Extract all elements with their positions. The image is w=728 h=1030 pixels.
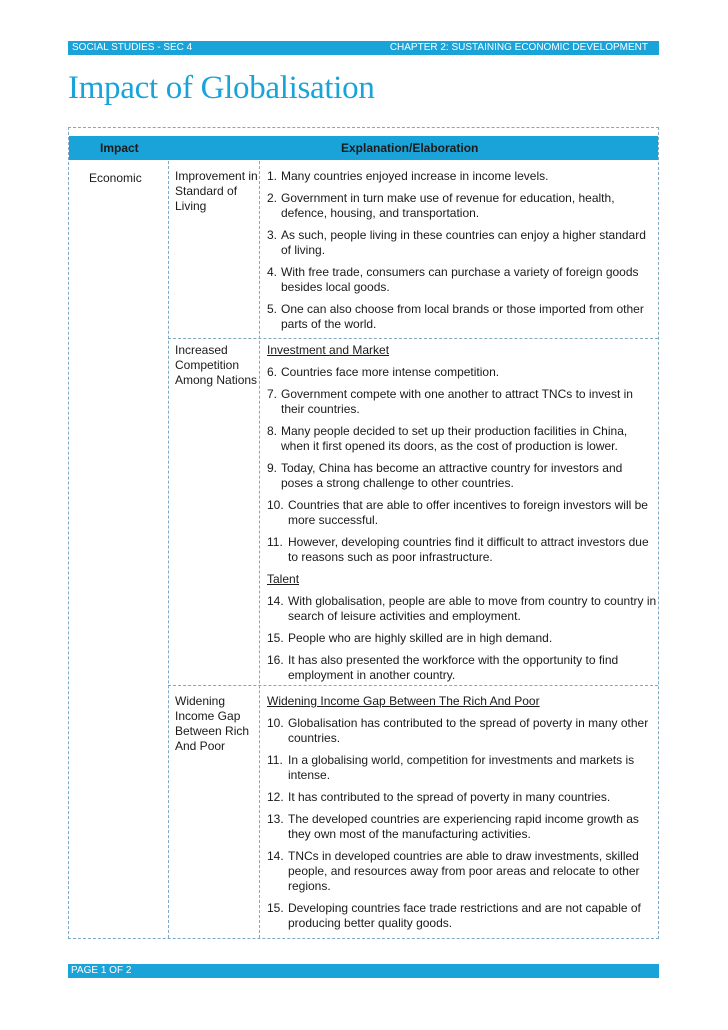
subcategory-widening-income-gap: Widening Income Gap Between Rich And Poor bbox=[175, 694, 250, 753]
column-header-impact: Impact bbox=[100, 141, 139, 155]
subject-label: SOCIAL STUDIES - SEC 4 bbox=[72, 42, 193, 53]
section-standard-of-living bbox=[267, 169, 657, 339]
header-bar bbox=[68, 41, 659, 55]
list-item: 15. People who are highly skilled are in high demand. bbox=[267, 631, 553, 645]
section-widening-income-gap bbox=[267, 694, 657, 938]
chapter-label: CHAPTER 2: SUSTAINING ECONOMIC DEVELOPMENT bbox=[389, 42, 648, 53]
column-divider bbox=[168, 161, 169, 938]
section-heading: Widening Income Gap Between The Rich And Poor bbox=[267, 694, 540, 708]
column-header-explanation: Explanation/Elaboration bbox=[341, 141, 479, 155]
column-divider bbox=[259, 161, 260, 938]
list-item: 10. Countries that are able to offer incentives to foreign investors will be more successful. bbox=[267, 498, 648, 527]
list-item: 3. As such, people living in these countries can enjoy a higher standard of living. bbox=[267, 228, 646, 257]
list-item: 7. Government compete with one another to attract TNCs to invest in their countries. bbox=[267, 387, 633, 416]
list-item: 1. Many countries enjoyed increase in income levels. bbox=[267, 169, 549, 183]
category-economic: Economic bbox=[89, 171, 142, 185]
list-item: 9. Today, China has become an attractive country for investors and poses a strong challenge to other countries. bbox=[267, 461, 623, 490]
list-item: 11. However, developing countries find it difficult to attract investors due to reasons such as poor infrastructure. bbox=[267, 535, 649, 564]
list-item: 5. One can also choose from local brands or those imported from other parts of the world. bbox=[267, 302, 644, 331]
list-item: 2. Government in turn make use of revenue for education, health, defence, housing, and transportation. bbox=[267, 191, 615, 220]
table-header-row bbox=[69, 136, 658, 160]
list-item: 15. Developing countries face trade restrictions and are not capable of producing better quality goods. bbox=[267, 901, 641, 930]
subcategory-increased-competition: Increased Competition Among Nations bbox=[175, 343, 258, 387]
section-heading: Talent bbox=[267, 572, 300, 586]
list-item: 16. It has also presented the workforce with the opportunity to find employment in another country. bbox=[267, 653, 619, 682]
list-item: 6. Countries face more intense competition. bbox=[267, 365, 500, 379]
list-item: 11. In a globalising world, competition for investments and markets is intense. bbox=[267, 753, 635, 782]
page-indicator: PAGE 1 OF 2 bbox=[71, 965, 132, 976]
list-item: 10. Globalisation has contributed to the spread of poverty in many other countries. bbox=[267, 716, 649, 745]
list-item: 4. With free trade, consumers can purchase a variety of foreign goods besides local goods. bbox=[267, 265, 639, 294]
subcategory-standard-of-living: Improvement in Standard of Living bbox=[175, 169, 258, 213]
impact-table bbox=[68, 127, 659, 939]
list-item: 14. With globalisation, people are able to move from country to country in search of leisure activities and employment. bbox=[267, 594, 657, 623]
page-title: Impact of Globalisation bbox=[68, 70, 375, 106]
section-increased-competition bbox=[267, 343, 657, 690]
list-item: 8. Many people decided to set up their production facilities in China, when it first opened its doors, as the cost of production is lower. bbox=[267, 424, 628, 453]
section-heading: Investment and Market bbox=[267, 343, 390, 357]
list-item: 13. The developed countries are experiencing rapid income growth as they own most of the manufacturing activities. bbox=[267, 812, 639, 841]
list-item: 14. TNCs in developed countries are able to draw investments, skilled people, and resources away from poor areas and relocate to other regions. bbox=[267, 849, 640, 893]
footer-bar bbox=[68, 964, 659, 978]
list-item: 12. It has contributed to the spread of poverty in many countries. bbox=[267, 790, 611, 804]
